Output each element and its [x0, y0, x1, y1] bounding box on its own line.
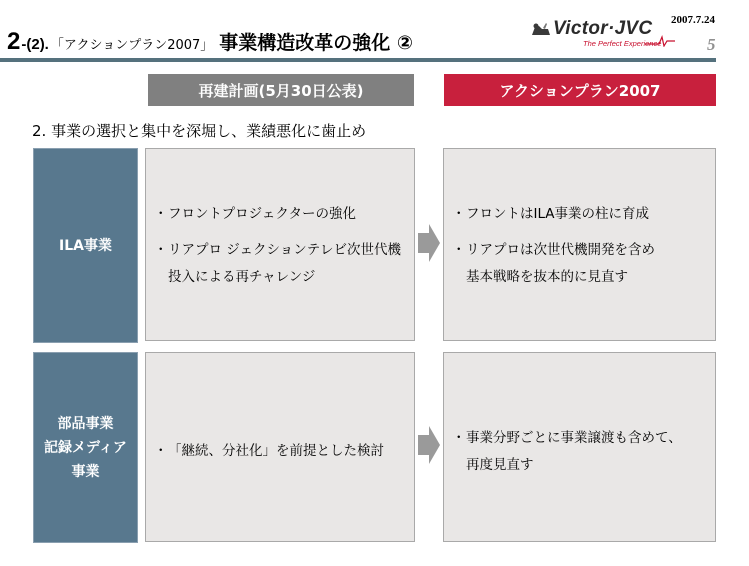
action-item-text: フロントはILA事業の柱に育成: [466, 206, 650, 222]
plan-item-text-continued: 投入による再チャレンジ: [168, 269, 316, 285]
logo-slogan: The Perfect Experience: [583, 39, 662, 48]
page-number: 5: [707, 35, 716, 54]
bullet: ・: [452, 430, 466, 446]
banner-action-plan: アクションプラン2007: [444, 74, 716, 106]
bullet: ・: [452, 206, 466, 222]
action-item: [452, 201, 649, 228]
plan-item: [154, 237, 401, 291]
slide-plan-quote: 「アクションプラン2007」: [50, 38, 214, 53]
action-box-parts: [443, 352, 716, 542]
nipper-dog-icon: [531, 21, 551, 37]
plan-item: [154, 438, 384, 465]
right-arrow-icon: [418, 224, 440, 262]
victor-jvc-logo: [531, 18, 667, 50]
logo-wordmark: Victor·JVC: [553, 18, 653, 39]
plan-box-parts: [145, 352, 415, 542]
plan-box-ila: [145, 148, 415, 341]
action-item-text-continued: 基本戦略を抜本的に見直す: [466, 269, 628, 285]
category-label: ILA事業: [59, 237, 112, 254]
slide-number-prefix: 2: [7, 28, 21, 55]
plan-item: [154, 201, 356, 228]
action-item-text: リアプロは次世代機開発を含め: [466, 242, 655, 258]
title-underline: [0, 58, 716, 62]
action-box-ila: [443, 148, 716, 341]
action-item-text: 事業分野ごとに事業譲渡も含めて、: [466, 430, 682, 446]
bullet: ・: [154, 206, 168, 222]
category-label: 記録メディア: [44, 439, 127, 456]
category-parts-media-business: [33, 352, 138, 543]
plan-item-text: フロントプロジェクターの強化: [168, 206, 357, 222]
banner-restructuring-plan: 再建計画(5月30日公表): [148, 74, 414, 106]
plan-item-text: リアプロ ジェクションテレビ次世代機: [168, 242, 401, 258]
plan-item-text: 「継続、分社化」を前提とした検討: [168, 443, 384, 459]
right-arrow-icon: [418, 426, 440, 464]
action-item: [452, 425, 682, 479]
category-label: 部品事業: [57, 415, 114, 432]
logo-swoosh-icon: [645, 35, 675, 47]
slide-subsection: -(2).: [21, 36, 49, 53]
action-item-text-continued: 再度見直す: [466, 457, 534, 473]
slide-main-title: 事業構造改革の強化 ②: [219, 32, 413, 54]
category-label: 事業: [71, 463, 100, 480]
category-ila-business: [33, 148, 138, 343]
slide-title: [7, 28, 413, 60]
action-item: [452, 237, 655, 291]
slide-date: 2007.7.24: [671, 14, 715, 26]
bullet: ・: [452, 242, 466, 258]
section-heading: 2. 事業の選択と集中を深堀し、業績悪化に歯止め: [32, 122, 367, 140]
bullet: ・: [154, 242, 168, 258]
bullet: ・: [154, 443, 168, 459]
